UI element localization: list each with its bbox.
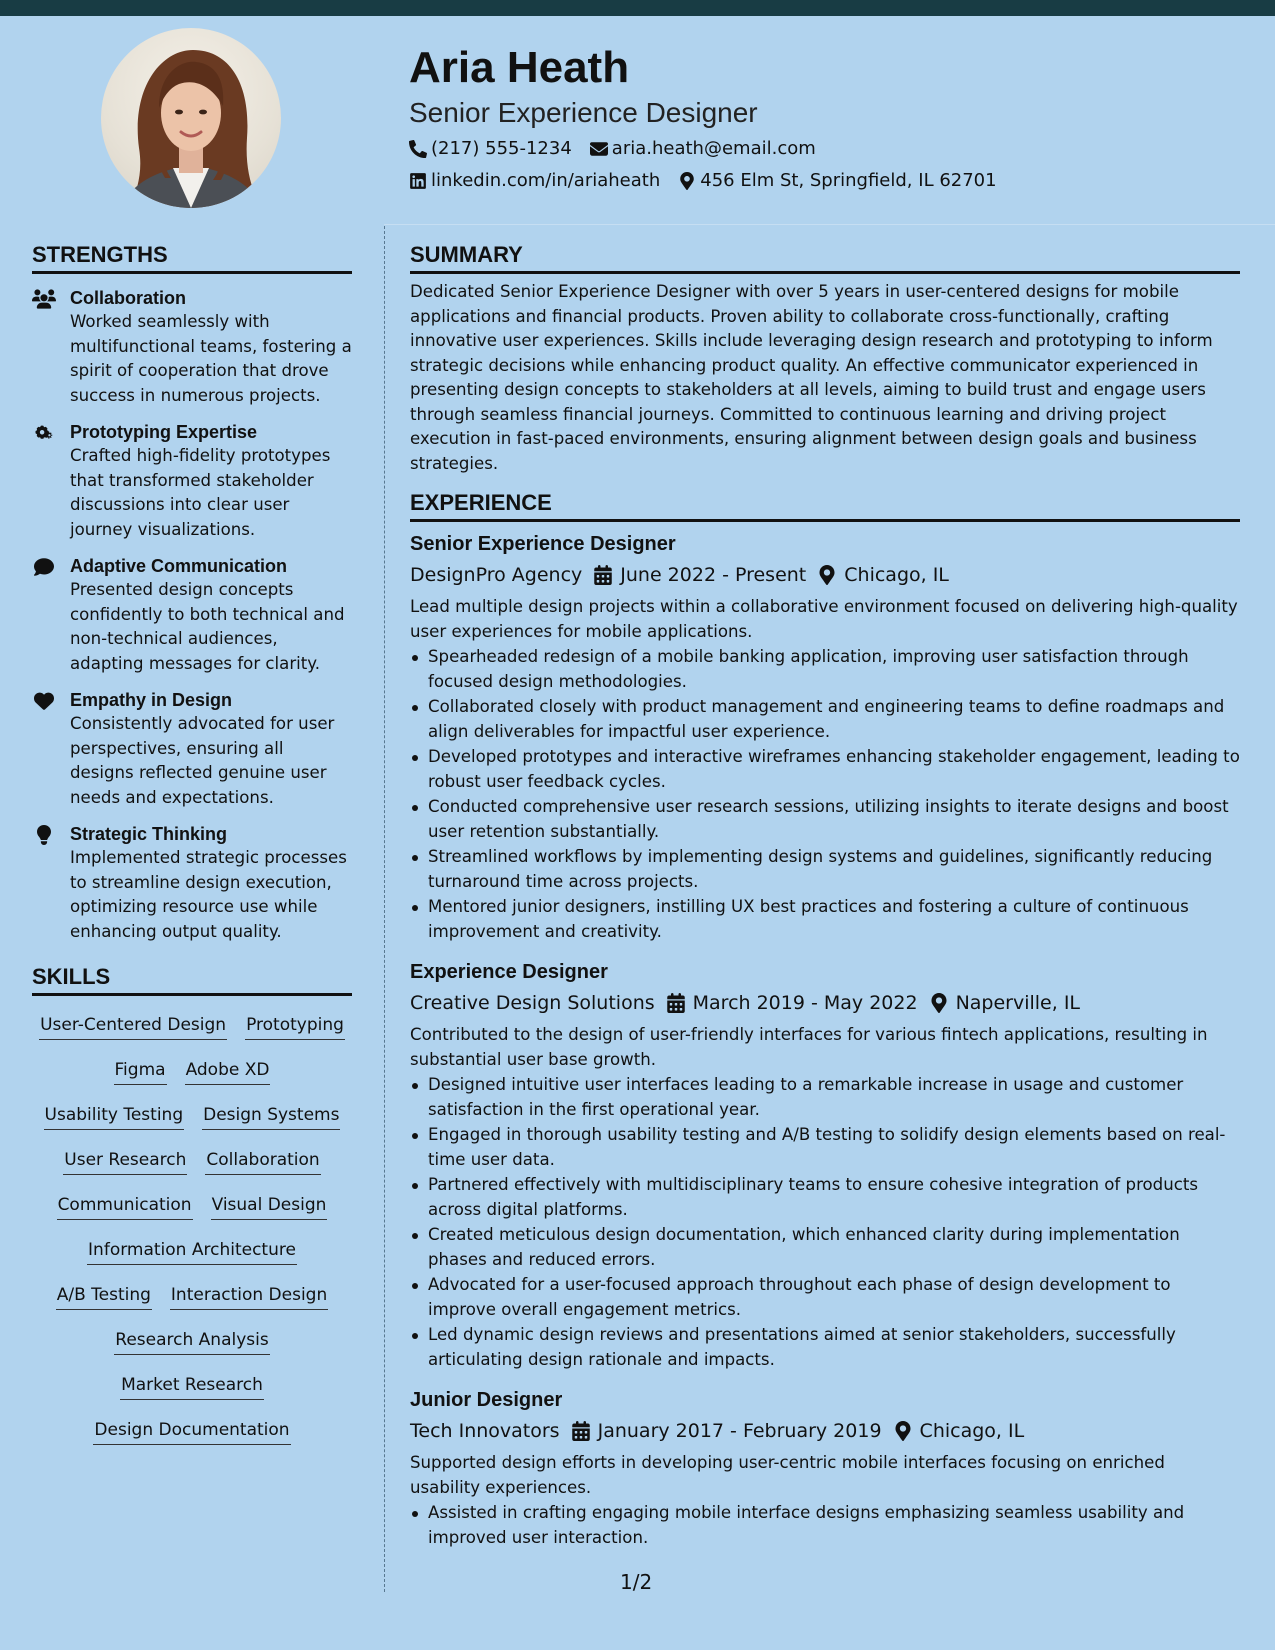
comment-icon [32,557,56,577]
email-text[interactable]: aria.heath@email.com [611,138,816,159]
summary-heading: SUMMARY [410,240,1240,274]
company-name: DesignPro Agency [410,564,583,586]
job-bullets [410,1073,1240,1372]
heart-icon [32,691,56,711]
linkedin-contact[interactable] [409,168,660,194]
skill-tag: Interaction Design [170,1283,328,1310]
bullet-item: Created meticulous design documentation, which enhanced clarity during implementation phases and reduced errors. [410,1223,1240,1272]
phone-icon [409,140,427,158]
strength-item [32,688,352,810]
top-bar [0,0,1275,16]
strength-desc: Crafted high-fidelity prototypes that transformed stakeholder discussions into clear user journey visualizations. [70,446,331,539]
header-divider [384,224,1275,225]
bullet-item: Mentored junior designers, instilling UX best practices and fostering a culture of continuous improvement and creativity. [410,895,1240,944]
strength-item [32,554,352,676]
strength-desc: Presented design concepts confidently to both technical and non-technical audiences, adapting messages for clarity. [70,580,345,673]
address-text: 456 Elm St, Springfield, IL 62701 [700,170,997,191]
strength-title: Prototyping Expertise [70,422,258,442]
location-pin-icon [818,565,836,585]
job-title: Junior Designer [410,1389,563,1411]
page-number: 1/2 [620,1570,653,1594]
job-meta [410,559,1240,591]
skills-list [32,1004,352,1454]
contact-row-2 [409,168,1249,194]
bullet-item: Assisted in crafting engaging mobile interface designs emphasizing seamless usability and improved user interaction. [410,1501,1240,1550]
skill-tag: User Research [63,1148,187,1175]
phone-contact [409,136,572,162]
candidate-name: Aria Heath [409,43,630,92]
job-bullets [410,1501,1240,1550]
candidate-title: Senior Experience Designer [409,97,758,128]
envelope-icon [590,140,608,158]
calendar-icon [667,993,685,1013]
strength-desc: Worked seamlessly with multifunctional teams, fostering a spirit of cooperation that drove success in numerous projects. [70,312,352,405]
job-entry [410,530,1240,944]
calendar-icon [594,565,612,585]
job-meta [410,987,1240,1019]
job-description: Contributed to the design of user-friendly interfaces for various fintech applications, resulting in substantial user base growth. [410,1025,1208,1069]
skill-tag: A/B Testing [56,1283,152,1310]
skill-tag: Visual Design [211,1193,328,1220]
strength-item [32,286,352,408]
job-dates: June 2022 - Present [620,564,807,586]
skill-tag: Prototyping [245,1013,345,1040]
skill-tag: Usability Testing [44,1103,185,1130]
strength-item [32,420,352,542]
job-dates: January 2017 - February 2019 [597,1420,882,1442]
job-location: Naperville, IL [955,992,1081,1014]
job-title: Senior Experience Designer [410,533,676,555]
users-icon [32,289,56,309]
skill-tag: Market Research [120,1373,264,1400]
skill-tag: Research Analysis [114,1328,269,1355]
strength-title: Collaboration [70,288,186,308]
bullet-item: Designed intuitive user interfaces leading to a remarkable increase in usage and customer satisfaction in the first operational year. [410,1073,1240,1122]
calendar-icon [572,1421,590,1441]
strength-item [32,822,352,944]
skill-tag: Information Architecture [87,1238,297,1265]
left-column [32,240,352,1454]
experience-heading: EXPERIENCE [410,488,1240,522]
skill-tag: Communication [57,1193,193,1220]
company-name: Creative Design Solutions [410,992,655,1014]
strength-desc: Consistently advocated for user perspectives, ensuring all designs reflected genuine user needs and expectations. [70,714,335,807]
job-location: Chicago, IL [844,564,949,586]
strength-title: Adaptive Communication [70,556,288,576]
email-contact[interactable] [590,136,816,162]
job-meta [410,1415,1240,1447]
bullet-item: Partnered effectively with multidisciplinary teams to ensure cohesive integration of products across digital platforms. [410,1173,1240,1222]
job-entry [410,1386,1240,1550]
skill-tag: Collaboration [205,1148,320,1175]
skill-tag: User-Centered Design [39,1013,227,1040]
company-name: Tech Innovators [410,1420,560,1442]
job-description: Supported design efforts in developing user-centric mobile interfaces focusing on enriched usability experiences. [410,1453,1165,1497]
resume-header [409,40,1249,194]
phone-text: (217) 555-1234 [431,138,572,159]
lightbulb-icon [32,825,56,845]
bullet-item: Conducted comprehensive user research sessions, utilizing insights to iterate designs and boost user retention substantially. [410,795,1240,844]
column-divider [384,226,385,1592]
skills-heading: SKILLS [32,962,352,996]
job-description: Lead multiple design projects within a collaborative environment focused on delivering high-quality user experiences for mobile applications. [410,597,1238,641]
strengths-heading: STRENGTHS [32,240,352,274]
bullet-item: Developed prototypes and interactive wireframes enhancing stakeholder engagement, leading to robust user feedback cycles. [410,745,1240,794]
bullet-item: Advocated for a user-focused approach throughout each phase of design development to improve overall engagement metrics. [410,1273,1240,1322]
linkedin-text[interactable]: linkedin.com/in/ariaheath [431,170,661,191]
bullet-item: Streamlined workflows by implementing design systems and guidelines, significantly reducing turnaround time across projects. [410,845,1240,894]
linkedin-icon [409,172,427,190]
bullet-item: Led dynamic design reviews and presentations aimed at senior stakeholders, successfully articulating design rationale and impacts. [410,1323,1240,1372]
skill-tag: Adobe XD [185,1058,271,1085]
strength-desc: Implemented strategic processes to streamline design execution, optimizing resource use while enhancing output quality. [70,848,347,941]
skill-tag: Design Documentation [93,1418,290,1445]
portrait-image [101,28,281,208]
strength-title: Empathy in Design [70,690,233,710]
job-bullets [410,645,1240,944]
job-location: Chicago, IL [919,1420,1025,1442]
bullet-item: Engaged in thorough usability testing and A/B testing to solidify design elements based on real-time user data. [410,1123,1240,1172]
skill-tag: Design Systems [202,1103,340,1130]
address-contact [678,168,996,194]
gears-icon [32,423,56,443]
strength-title: Strategic Thinking [70,824,228,844]
bullet-item: Collaborated closely with product management and engineering teams to define roadmaps and align deliverables for impactful user experience. [410,695,1240,744]
contact-row-1 [409,136,1249,162]
profile-photo [101,28,281,208]
location-pin-icon [678,172,696,190]
location-pin-icon [894,1421,912,1441]
job-title: Experience Designer [410,961,608,983]
job-entry [410,958,1240,1372]
summary-text: Dedicated Senior Experience Designer with over 5 years in user-centered designs for mobile applications and financial products. Proven ability to collaborate cross-functionally, crafting innovative user experiences. Skills include leveraging design research and prototyping to inform strategic decisions while enhancing product quality. An effective communicator experienced in presenting design concepts to stakeholders at all levels, aiming to build trust and engage users through seamless financial journeys. Committed to continuous learning and driving project execution in fast-paced environments, ensuring alignment between design goals and business strategies. [410,282,1213,473]
location-pin-icon [930,993,948,1013]
right-column [410,240,1240,1550]
strengths-list [32,286,352,944]
job-dates: March 2019 - May 2022 [692,992,918,1014]
bullet-item: Spearheaded redesign of a mobile banking application, improving user satisfaction through focused design methodologies. [410,645,1240,694]
skill-tag: Figma [114,1058,167,1085]
